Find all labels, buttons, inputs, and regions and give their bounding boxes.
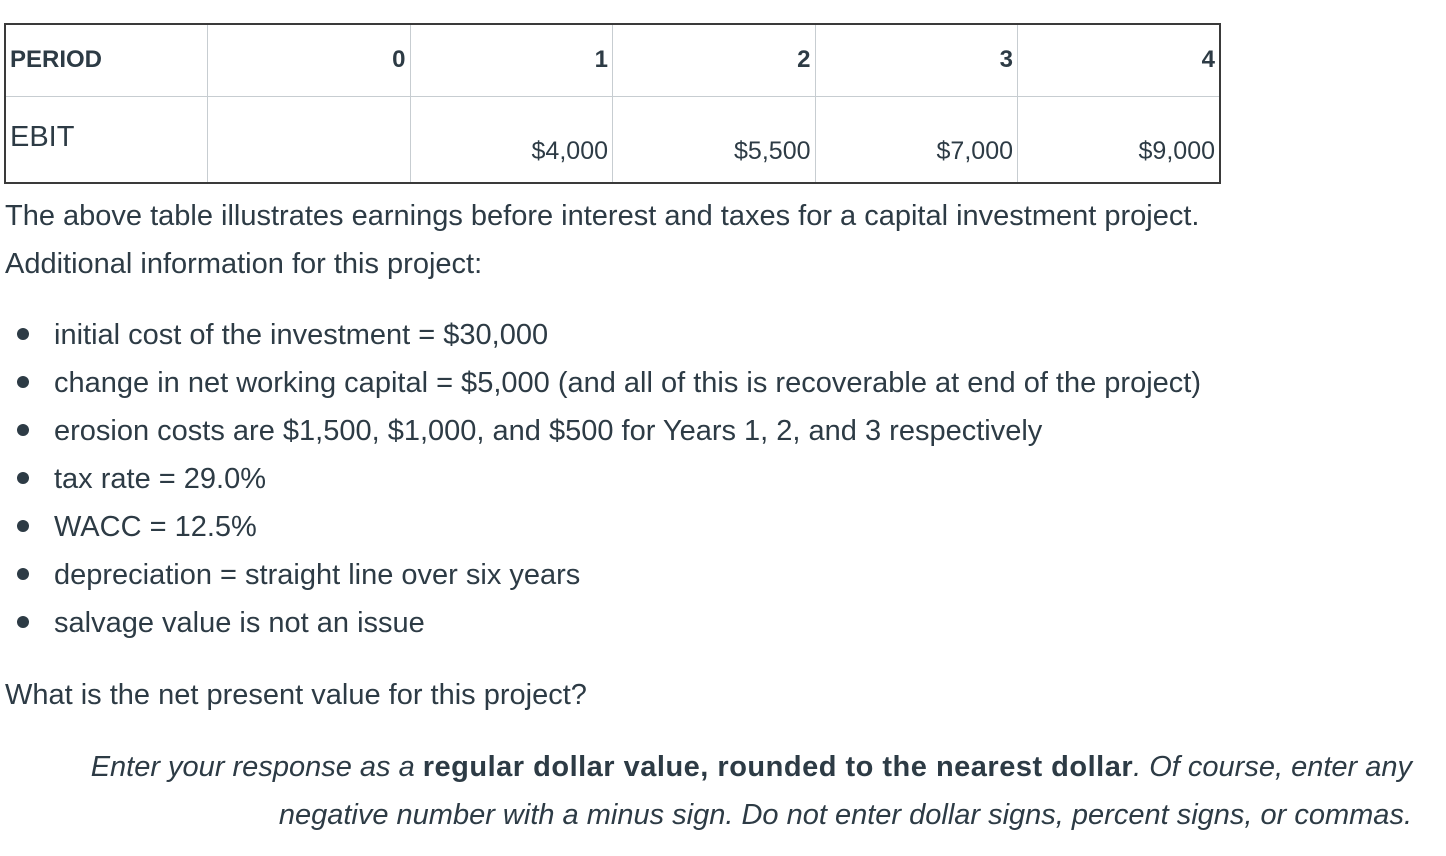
list-item (0, 551, 1201, 599)
table-row-ebit (5, 97, 1220, 184)
bullet-icon (17, 520, 29, 532)
table-header-row (5, 24, 1220, 97)
list-item-text: initial cost of the investment = $30,000 (54, 319, 549, 351)
list-item (0, 359, 1201, 407)
header-cell-2: 2 (613, 24, 816, 97)
bullet-icon (17, 328, 29, 340)
row-label-ebit: EBIT (5, 97, 208, 184)
ebit-cell-4: $9,000 (1018, 97, 1221, 184)
list-item-text: WACC = 12.5% (54, 511, 257, 543)
header-cell-1: 1 (410, 24, 613, 97)
list-item-text: salvage value is not an issue (54, 607, 425, 639)
list-item-text: tax rate = 29.0% (54, 463, 266, 495)
bullet-icon (17, 424, 29, 436)
ebit-cell-3: $7,000 (815, 97, 1018, 184)
instruction-emphasis: regular dollar value, rounded to the nearest dollar (422, 751, 1134, 783)
list-item (0, 455, 1201, 503)
list-item-text: depreciation = straight line over six years (54, 559, 581, 591)
header-cell-0: 0 (208, 24, 411, 97)
ebit-cell-1: $4,000 (410, 97, 613, 184)
instruction-part-1: Enter your response as a (90, 751, 423, 783)
header-cell-3: 3 (815, 24, 1018, 97)
bullet-icon (17, 568, 29, 580)
intro-line-2: Additional information for this project: (5, 248, 483, 280)
list-item (0, 407, 1201, 455)
question-text: What is the net present value for this project? (5, 679, 587, 711)
bullet-icon (17, 616, 29, 628)
list-item (0, 599, 1201, 647)
list-item (0, 503, 1201, 551)
project-info-list (0, 311, 1201, 647)
ebit-cell-0 (208, 97, 411, 184)
intro-paragraph (5, 192, 1425, 288)
bullet-icon (17, 472, 29, 484)
response-instruction (32, 743, 1412, 839)
ebit-cell-2: $5,500 (613, 97, 816, 184)
list-item-text: erosion costs are $1,500, $1,000, and $500 for Years 1, 2, and 3 respectively (54, 415, 1043, 447)
ebit-table (4, 23, 1221, 184)
bullet-icon (17, 376, 29, 388)
header-cell-period: PERIOD (5, 24, 208, 97)
intro-line-1: The above table illustrates earnings before interest and taxes for a capital investment project. (5, 200, 1200, 232)
header-cell-4: 4 (1018, 24, 1221, 97)
list-item (0, 311, 1201, 359)
list-item-text: change in net working capital = $5,000 (and all of this is recoverable at end of the project) (54, 367, 1202, 399)
instruction-part-2: . Of course, enter any negative number with a minus sign. Do not enter dollar signs, percent signs, or commas. (278, 751, 1412, 831)
